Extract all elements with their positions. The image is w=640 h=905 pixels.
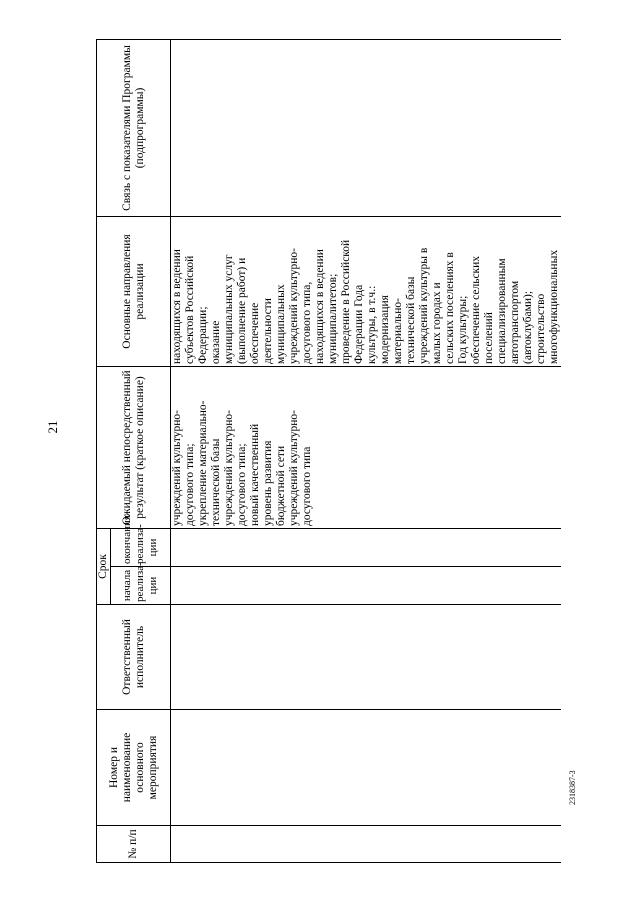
- direction-line: автотранспортом: [509, 280, 521, 364]
- result-line: учреждений культурно-: [171, 410, 183, 526]
- direction-line: (автоклубами);: [522, 290, 534, 364]
- result-line: учреждений культурно-: [288, 410, 300, 526]
- header-directions: Основные направления реализации: [97, 216, 171, 366]
- direction-line: обеспечение сельских: [470, 255, 482, 364]
- header-activity-name: Номер и наименование основного мероприятия: [97, 710, 171, 826]
- direction-line: Федерации Года: [353, 284, 365, 364]
- program-activities-table: [96, 39, 561, 863]
- direction-line: культуры, в т.ч.:: [366, 285, 378, 364]
- cell-expected-result: [171, 366, 562, 528]
- direction-line: Федерации;: [197, 306, 209, 364]
- header-number: № п/п: [97, 826, 171, 863]
- direction-line: учреждений культурно-: [288, 248, 300, 364]
- result-line: учреждений культурно-: [223, 410, 235, 526]
- direction-line: модернизация: [379, 295, 391, 364]
- cell-directions: [171, 216, 562, 366]
- cell-term-start: [171, 567, 562, 605]
- result-line: досугового типа;: [184, 443, 196, 526]
- result-line: бюджетной сети: [275, 445, 287, 526]
- cell-indicator-link: [171, 39, 562, 216]
- direction-line: Год культуры;: [457, 295, 469, 364]
- direction-line: муниципальных услуг: [223, 254, 235, 364]
- direction-line: находящихся в ведении: [314, 249, 326, 364]
- direction-line: субъектов Российской: [184, 255, 196, 364]
- direction-line: поселений: [483, 312, 495, 364]
- header-term: Срок: [97, 528, 111, 604]
- direction-line: находящихся в ведении: [171, 249, 183, 364]
- direction-line: муниципалитетов;: [327, 273, 339, 364]
- result-line: новый качественный: [249, 423, 261, 526]
- cell-term-end: [171, 528, 562, 566]
- header-term-end: окончания реализа-ции: [111, 528, 171, 566]
- cell-number: [171, 826, 562, 863]
- direction-line: (выполнение работ) и: [236, 257, 248, 364]
- header-term-start: начала реализа-ции: [111, 567, 171, 605]
- result-line: укрепление материально-: [197, 400, 209, 526]
- direction-line: многофункциональных: [548, 249, 560, 364]
- direction-line: материально-: [392, 298, 404, 364]
- direction-line: оказание: [210, 320, 222, 364]
- direction-line: учреждений культуры в: [418, 247, 430, 364]
- cell-activity-name: [171, 710, 562, 826]
- direction-line: малых городах и: [431, 282, 443, 364]
- direction-line: специализированным: [496, 258, 508, 364]
- direction-line: досугового типа,: [301, 281, 313, 364]
- direction-line: проведение в Российской: [340, 239, 352, 364]
- direction-line: деятельности: [262, 298, 274, 364]
- direction-line: обеспечение: [249, 302, 261, 364]
- result-line: уровень развития: [262, 440, 274, 526]
- header-executor: Ответственный исполнитель: [97, 605, 171, 710]
- direction-line: строительство: [535, 293, 547, 364]
- header-indicator-link: Связь с показателями Программы (подпрограммы): [97, 39, 171, 216]
- result-line: технической базы: [210, 438, 222, 526]
- header-expected-result: Ожидаемый непосредственный результат (краткое описание): [97, 366, 171, 528]
- result-line: досугового типа;: [236, 443, 248, 526]
- direction-line: муниципальных: [275, 284, 287, 364]
- result-line: досугового типа: [301, 446, 313, 526]
- cell-executor: [171, 605, 562, 710]
- direction-line: сельских поселениях в: [444, 252, 456, 364]
- direction-line: технической базы: [405, 276, 417, 364]
- document-code: 2318387-3: [568, 770, 577, 805]
- page-number: 21: [45, 420, 60, 434]
- rotated-table-container: [96, 40, 560, 863]
